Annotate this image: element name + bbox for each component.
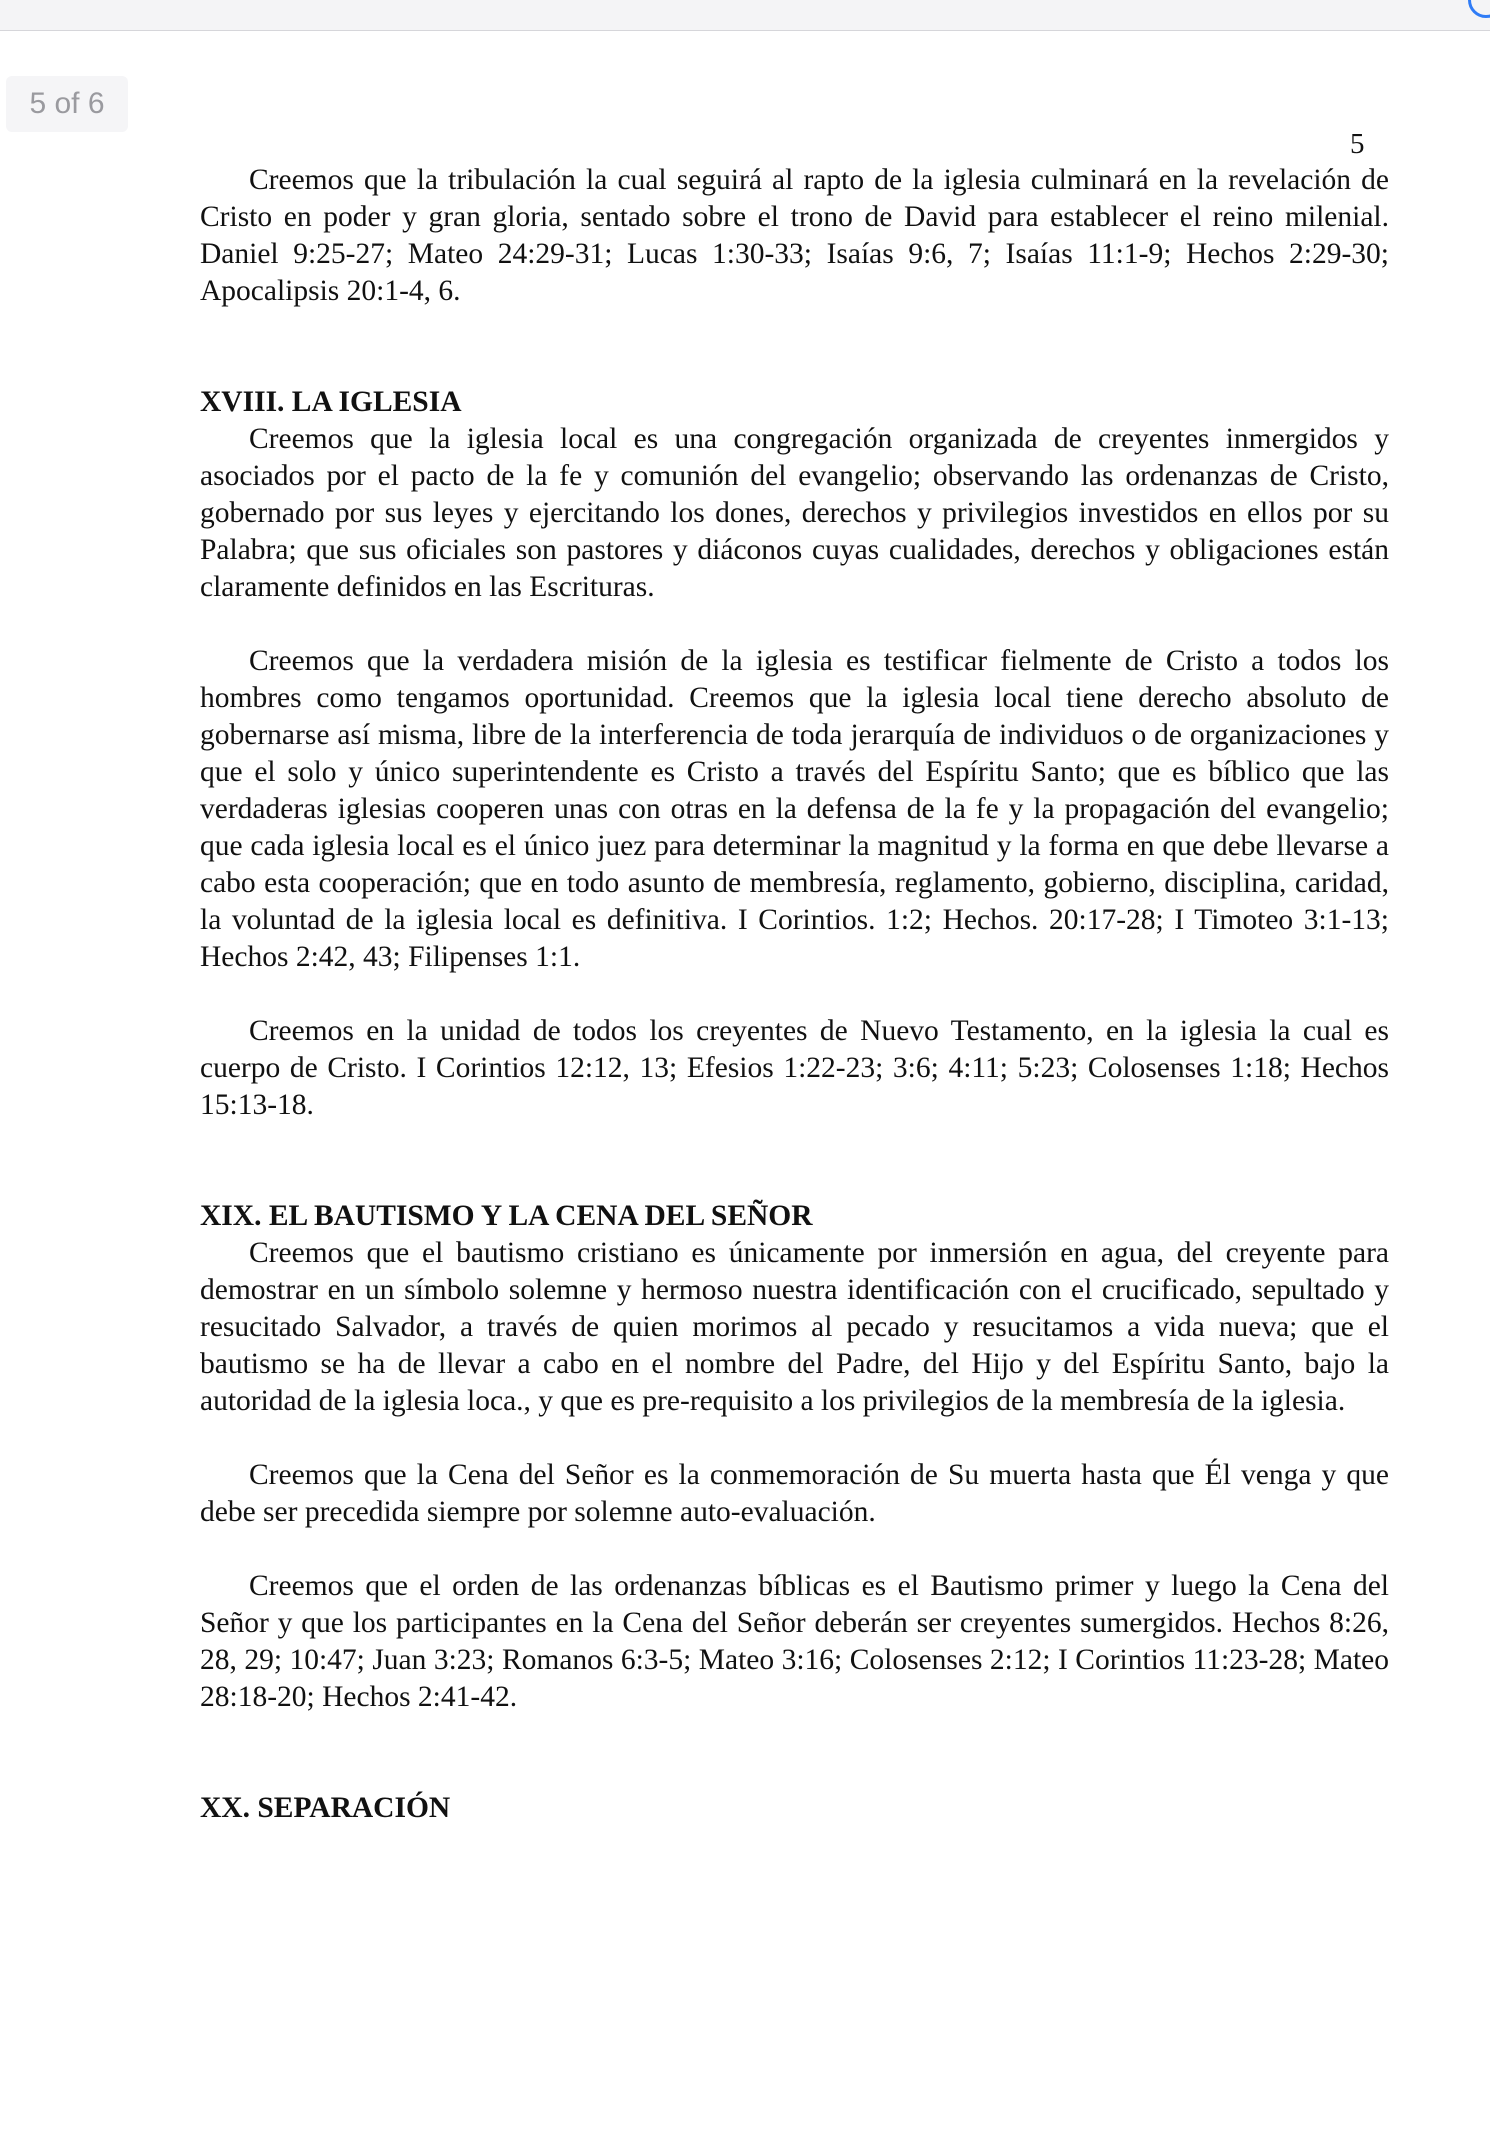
section-heading: XIX. EL BAUTISMO Y LA CENA DEL SEÑOR (200, 1200, 813, 1232)
paragraph: Creemos que el orden de las ordenanzas bíblicas es el Bautismo primer y luego la Cena del Señor y que los participantes en la Cena del Señor deberán ser creyentes sumergidos. Hechos 8:26, 28, 29; 10:47; Juan 3:23; Romanos 6:3-5; Mateo 3:16; Colosenses 2:12; I Corintios 11:23-28; Mateo 28:18-20; Hechos 2:41-42. (200, 1570, 1389, 1713)
paragraph: Creemos que la Cena del Señor es la conmemoración de Su muerta hasta que Él venga y que debe ser precedida siempre por solemne auto-evaluación. (200, 1459, 1389, 1528)
circle-icon[interactable] (1468, 0, 1490, 18)
paragraph: Creemos que la tribulación la cual seguirá al rapto de la iglesia culminará en la revelación de Cristo en poder y gran gloria, sentado sobre el trono de David para establecer el reino milenial. Daniel 9:25-27; Mateo 24:29-31; Lucas 1:30-33; Isaías 9:6, 7; Isaías 11:1-9; Hechos 2:29-30; Apocalipsis 20:1-4, 6. (200, 164, 1389, 307)
paragraph: Creemos que el bautismo cristiano es únicamente por inmersión en agua, del creyente para demostrar en un símbolo solemne y hermoso nuestra identificación con el crucificado, sepultado y resucitado Salvador, a través de quien morimos al pecado y resucitamos a vida nueva; que el bautismo se ha de llevar a cabo en el nombre del Padre, del Hijo y del Espíritu Santo, bajo la autoridad de la iglesia loca., y que es pre-requisito a los privilegios de la membresía de la iglesia. (200, 1237, 1389, 1417)
section-separacion (200, 1790, 1389, 1827)
paragraph: Creemos que la iglesia local es una congregación organizada de creyentes inmergidos y asociados por el pacto de la fe y comunión del evangelio; observando las ordenanzas de Cristo, gobernado por sus leyes y ejercitando los dones, derechos y privilegios investidos en ellos por su Palabra; que sus oficiales son pastores y diáconos cuyas cualidades, derechos y obligaciones están claramente definidos en las Escrituras. (200, 423, 1389, 603)
page-indicator: 5 of 6 (6, 76, 128, 132)
section-heading: XVIII. LA IGLESIA (200, 386, 462, 418)
paragraph: Creemos que la verdadera misión de la iglesia es testificar fielmente de Cristo a todos los hombres como tengamos oportunidad. Creemos que la iglesia local tiene derecho absoluto de gobernarse así misma, libre de la interferencia de toda jerarquía de individuos o de organizaciones y que el solo y único superintendente es Cristo a través del Espíritu Santo; que es bíblico que las verdaderas iglesias cooperen unas con otras en la defensa de la fe y la propagación del evangelio; que cada iglesia local es el único juez para determinar la magnitud y la forma en que debe llevarse a cabo esta cooperación; que en todo asunto de membresía, reglamento, gobierno, disciplina, caridad, la voluntad de la iglesia local es definitiva. I Corintios. 1:2; Hechos. 20:17-28; I Timoteo 3:1-13; Hechos 2:42, 43; Filipenses 1:1. (200, 645, 1389, 973)
section-iglesia (200, 384, 1389, 1124)
section-bautismo (200, 1198, 1389, 1716)
viewer-top-bar (0, 0, 1490, 31)
page-number: 5 (1350, 128, 1365, 160)
document-body (200, 162, 1389, 1827)
paragraph: Creemos en la unidad de todos los creyentes de Nuevo Testamento, en la iglesia la cual es cuerpo de Cristo. I Corintios 12:12, 13; Efesios 1:22-23; 3:6; 4:11; 5:23; Colosenses 1:18; Hechos 15:13-18. (200, 1015, 1389, 1121)
section-heading: XX. SEPARACIÓN (200, 1792, 451, 1824)
